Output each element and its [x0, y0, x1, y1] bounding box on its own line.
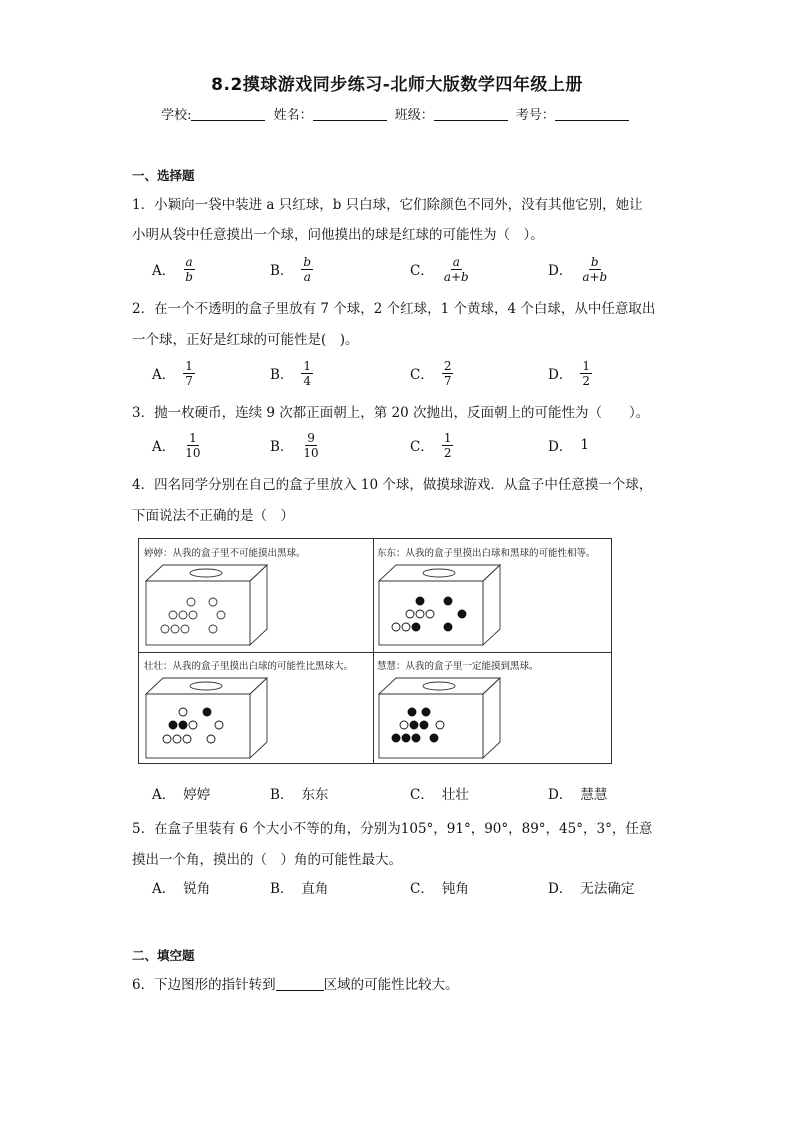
q2-option-c[interactable]: C． $\frac{2}{7}$: [410, 358, 452, 388]
q4-options: [152, 776, 672, 810]
q3-option-b[interactable]: B． $\frac{9}{10}$: [270, 430, 319, 460]
q2-options: [152, 356, 672, 390]
q2-option-a[interactable]: A． $\frac{1}{7}$: [152, 358, 193, 388]
q1-options: [152, 252, 672, 286]
school-blank[interactable]: [191, 106, 265, 121]
q5-option-c[interactable]: C． 钝角: [410, 881, 469, 897]
box-huihui: [376, 672, 504, 762]
q6-answer-blank[interactable]: [276, 976, 324, 991]
q1-option-d[interactable]: D． $\frac{b}{a+b}$: [548, 254, 608, 284]
page-title: 8.2摸球游戏同步练习-北师大版数学四年级上册: [211, 75, 583, 95]
q5-option-d[interactable]: D． 无法确定: [548, 881, 635, 897]
student-info-line: [0, 104, 794, 123]
q1-option-a[interactable]: A． $\frac{a}{b}$: [152, 254, 193, 284]
cell-label-tingting: 婷婷：从我的盒子里不可能摸出黑球。: [144, 548, 306, 559]
q3-option-c[interactable]: C． $\frac{1}{2}$: [410, 430, 452, 460]
q4-option-b[interactable]: B． 东东: [270, 787, 329, 803]
q4-option-d[interactable]: D． 慧慧: [548, 787, 608, 803]
q1-option-b[interactable]: B． $\frac{b}{a}$: [270, 254, 312, 284]
q4-option-a[interactable]: A． 婷婷: [152, 787, 211, 803]
q3-option-d[interactable]: D． 1: [548, 437, 589, 455]
q2-line2: 一个球，正好是红球的可能性是( )。: [132, 332, 359, 348]
q3-line1: 3．抛一枚硬币，连续 9 次都正面朝上，第 20 次抛出，反面朝上的可能性为（ ）。: [132, 405, 650, 421]
q3-options: [152, 428, 672, 462]
section-choice-heading: 一、选择题: [132, 168, 195, 183]
q6-line: [132, 973, 672, 993]
cell-label-zhuangzhuang: 壮壮：从我的盒子里摸出白球的可能性比黑球大。: [144, 661, 354, 672]
section-fill-heading: 二、填空题: [132, 948, 195, 963]
box-dongdong: [376, 559, 504, 649]
q5-options: [152, 870, 672, 904]
exam-no-label: 考号：: [515, 108, 555, 123]
q6-text-before: 6．下边图形的指针转到: [132, 977, 276, 993]
q1-option-c[interactable]: C． $\frac{a}{a+b}$: [410, 254, 469, 284]
q2-option-d[interactable]: D． $\frac{1}{2}$: [548, 358, 590, 388]
q2-option-b[interactable]: B． $\frac{1}{4}$: [270, 358, 312, 388]
q5-line1: 5．在盒子里装有 6 个大小不等的角，分别为105°，91°，90°，89°，45°，3°，任意: [132, 821, 653, 837]
class-label: 班级：: [394, 108, 434, 123]
box-tingting: [143, 559, 271, 649]
q5-option-a[interactable]: A． 锐角: [152, 881, 211, 897]
cell-label-huihui: 慧慧：从我的盒子里一定能摸到黑球。: [377, 661, 539, 672]
school-label: 学校:: [161, 108, 192, 123]
q5-option-b[interactable]: B． 直角: [270, 881, 329, 897]
q6-text-after: 区域的可能性比较大。: [323, 977, 459, 993]
name-blank[interactable]: [313, 106, 387, 121]
q4-line2: 下面说法不正确的是（ ）: [132, 508, 294, 524]
q4-line1: 4．四名同学分别在自己的盒子里放入 10 个球，做摸球游戏．从盒子中任意摸一个球，: [132, 477, 653, 493]
q5-line2: 摸出一个角，摸出的（ ）角的可能性最大。: [132, 852, 402, 868]
class-blank[interactable]: [434, 106, 508, 121]
q1-line1: 1．小颖向一袋中装进 a 只红球，b 只白球，它们除颜色不同外，没有其他它别，她让: [132, 197, 643, 213]
q1-line2: 小明从袋中任意摸出一个球，问他摸出的球是红球的可能性为（ ）。: [132, 227, 544, 243]
q4-box-figure: [138, 538, 612, 764]
q2-line1: 2．在一个不透明的盒子里放有 7 个球，2 个红球，1 个黄球，4 个白球，从中任意取出: [132, 301, 656, 317]
cell-label-dongdong: 东东：从我的盒子里摸出白球和黑球的可能性相等。: [377, 548, 596, 559]
box-zhuangzhuang: [143, 672, 271, 762]
exam-no-blank[interactable]: [555, 106, 629, 121]
q3-option-a[interactable]: A． $\frac{1}{10}$: [152, 430, 201, 460]
q4-option-c[interactable]: C． 壮壮: [410, 787, 469, 803]
name-label: 姓名：: [273, 108, 313, 123]
